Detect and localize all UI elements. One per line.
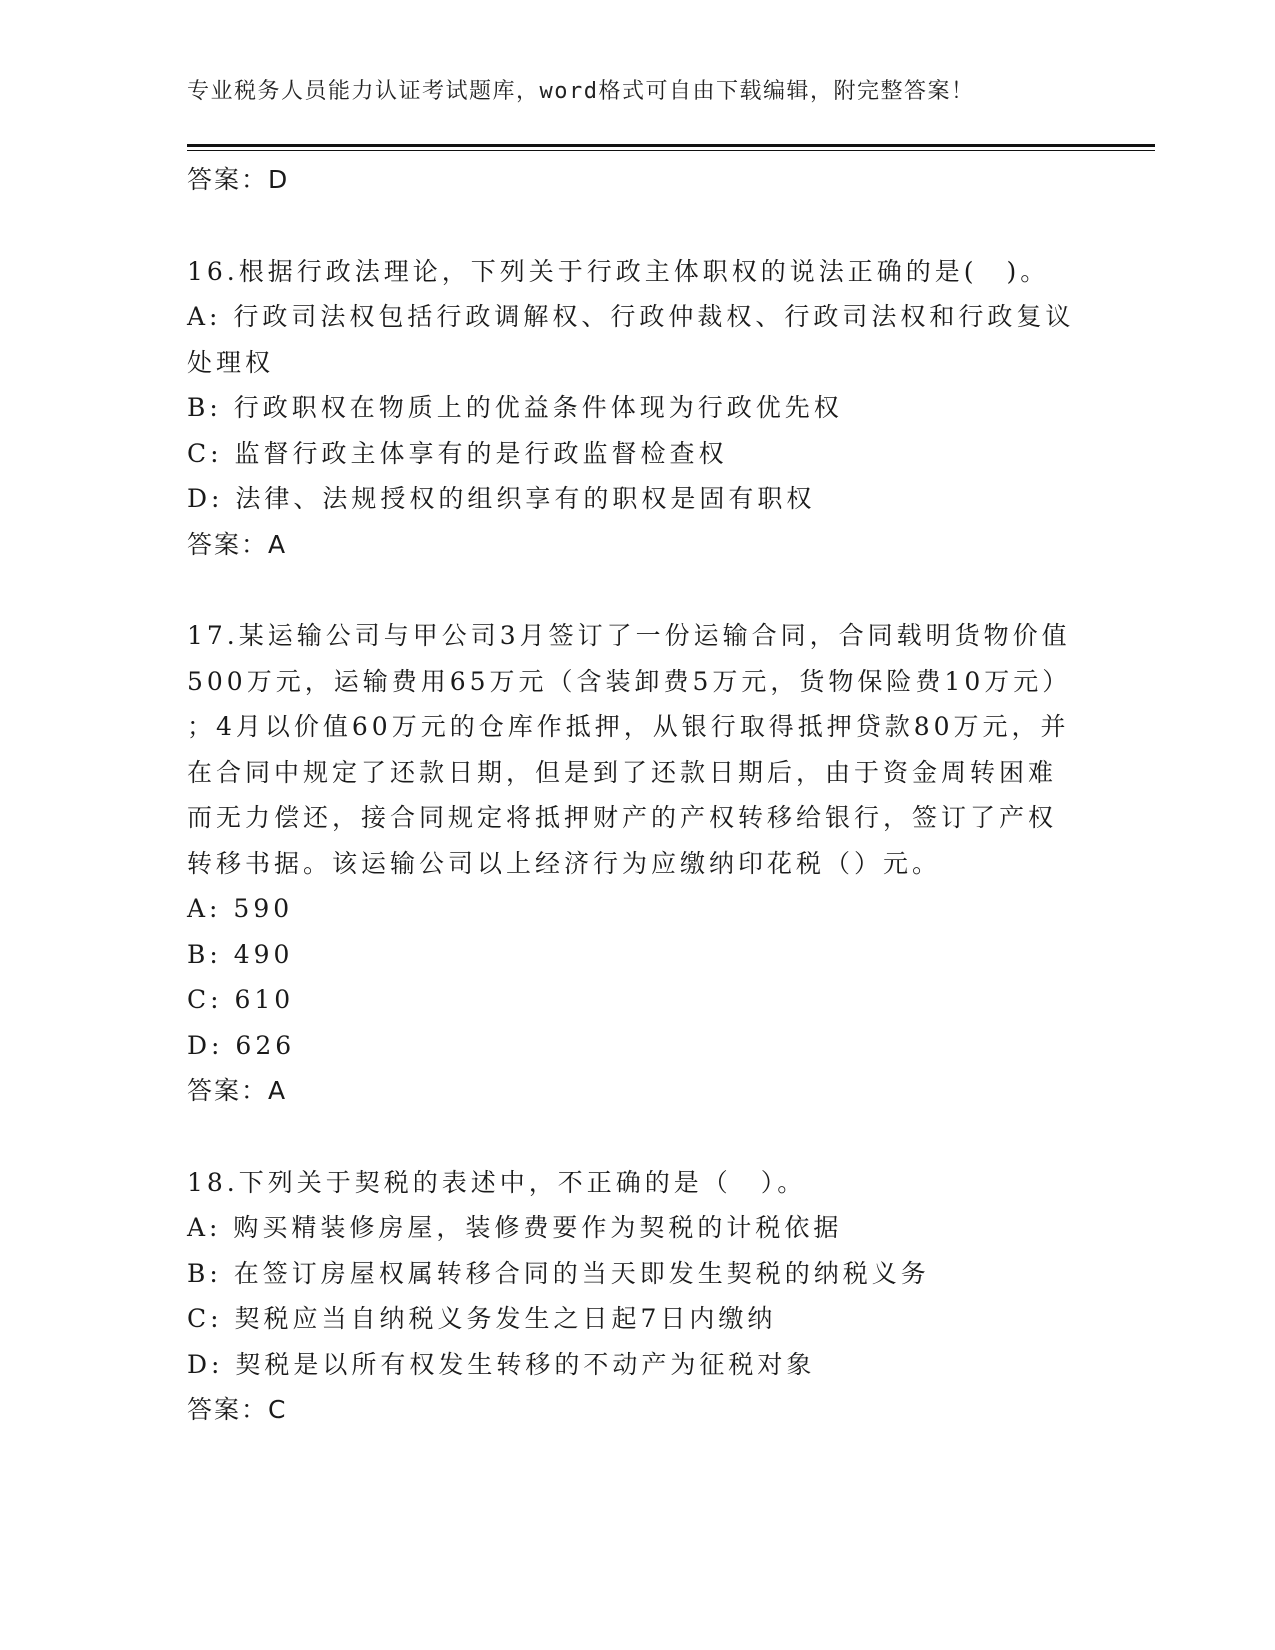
spacer [187,567,1087,613]
question-answer: 答案：C [187,1395,288,1424]
option-b-line: B: 行政职权在物质上的优益条件体现为行政优先权 [187,393,843,422]
option-c-line: C: 610 [187,985,295,1014]
option-a-line: A: 行政司法权包括行政调解权、行政仲裁权、行政司法权和行政复议 [187,302,1075,331]
spacer [187,203,1087,249]
question-answer: 答案：A [187,1076,288,1105]
option-d-line: D: 626 [187,1030,296,1060]
question-stem-line: 17.某运输公司与甲公司3月签订了一份运输合同，合同载明货物价值 [187,621,1071,650]
question-16 [187,249,1087,568]
option-c-line: C: 契税应当自纳税义务发生之日起7日内缴纳 [187,1304,777,1333]
page-header: 专业税务人员能力认证考试题库，word格式可自由下载编辑，附完整答案！ [187,79,975,104]
question-stem-line: 在合同中规定了还款日期，但是到了还款日期后，由于资金周转困难 [187,757,1058,787]
option-b-line: B: 在签订房屋权属转移合同的当天即发生契税的纳税义务 [187,1258,930,1288]
previous-answer: 答案：D [187,165,290,194]
question-stem-line: 转移书据。该运输公司以上经济行为应缴纳印花税（）元。 [187,848,942,878]
question-17 [187,613,1087,1114]
question-list [187,157,1087,1433]
question-stem-line: 500万元，运输费用65万元（含装卸费5万元，货物保险费10万元） [187,666,1072,696]
header-rule-thick [187,144,1155,147]
question-18 [187,1160,1087,1433]
spacer [187,1114,1087,1160]
option-c-line: C: 监督行政主体享有的是行政监督检查权 [187,438,728,468]
option-a-line: A: 590 [187,894,294,923]
option-a-continuation: 处理权 [187,347,275,377]
option-d-line: D: 法律、法规授权的组织享有的职权是固有职权 [187,484,816,513]
question-stem-line: 16.根据行政法理论，下列关于行政主体职权的说法正确的是( )。 [187,256,1050,286]
question-stem-line: ；4月以价值60万元的仓库作抵押，从银行取得抵押贷款80万元，并 [187,712,1070,741]
question-answer: 答案：A [187,529,288,559]
option-d-line: D: 契税是以所有权发生转移的不动产为征税对象 [187,1349,816,1379]
question-stem-line: 18.下列关于契税的表述中，不正确的是（ ）。 [187,1167,807,1197]
question-stem-line: 而无力偿还，接合同规定将抵押财产的产权转移给银行，签订了产权 [187,803,1058,832]
header-rule-thin [187,150,1155,151]
option-b-line: B: 490 [187,939,294,969]
option-a-line: A: 购买精装修房屋，装修费要作为契税的计税依据 [187,1213,843,1242]
